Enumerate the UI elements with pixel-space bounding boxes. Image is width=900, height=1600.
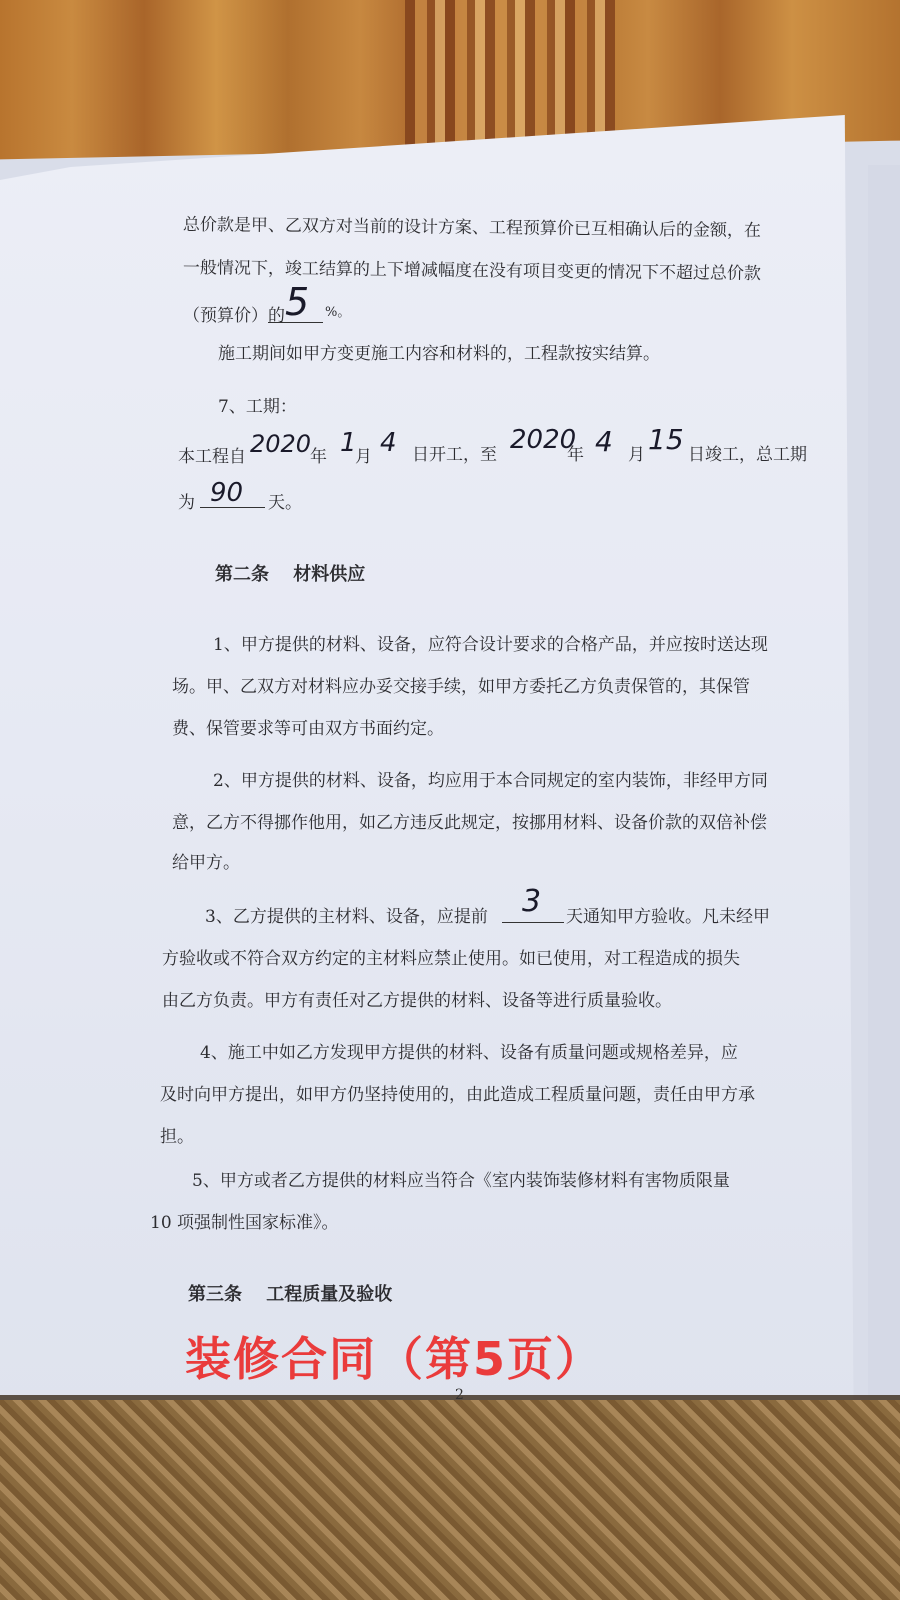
text-line: 日竣工，总工期 (688, 445, 807, 465)
page-number: 2 (455, 1387, 464, 1403)
text-line: 月 (355, 447, 372, 467)
section-heading: 第三条 工程质量及验收 (188, 1284, 393, 1305)
text-line: 1、甲方提供的材料、设备，应符合设计要求的合格产品，并应按时送达现 (213, 635, 768, 655)
handwritten-percent: 5 (285, 280, 310, 324)
handwritten-start-day: 4 (380, 428, 397, 458)
blank-line (200, 507, 265, 508)
contract-page (0, 115, 880, 1415)
text-line: 一般情况下，竣工结算的上下增减幅度在没有项目变更的情况下不超过总价款 (182, 257, 762, 285)
text-line: （预算价）的 (183, 306, 285, 326)
watermark-caption: 装修合同（第5页） (185, 1332, 604, 1386)
tablecloth-background (0, 1400, 900, 1600)
text-line: 5、甲方或者乙方提供的材料应当符合《室内装饰装修材料有害物质限量 (192, 1171, 730, 1191)
next-page-edge (868, 165, 900, 1415)
handwritten-end-day: 15 (648, 423, 684, 456)
text-line: 给甲方。 (172, 853, 240, 873)
text-line: 场。甲、乙双方对材料应办妥交接手续，如甲方委托乙方负责保管的，其保管 (172, 677, 750, 697)
text-line: 7、工期： (218, 397, 297, 417)
handwritten-notice-days: 3 (522, 884, 542, 919)
text-line: 10 项强制性国家标准》。 (150, 1213, 339, 1233)
handwritten-end-year: 2020 (510, 425, 577, 455)
text-line: 月 (628, 445, 645, 465)
text-line: 为 (178, 493, 195, 513)
handwritten-start-month: 1 (340, 428, 357, 458)
text-line: 担。 (160, 1127, 194, 1147)
text-line: 2、甲方提供的材料、设备，均应用于本合同规定的室内装饰，非经甲方同 (213, 771, 768, 791)
text-line: 天通知甲方验收。凡未经甲 (566, 907, 770, 927)
text-line: 3、乙方提供的主材料、设备，应提前 (205, 907, 488, 927)
section-heading: 第二条 材料供应 (215, 564, 366, 585)
handwritten-start-year: 2020 (250, 430, 312, 458)
text-line: 年 (310, 447, 327, 467)
handwritten-total-days: 90 (210, 478, 244, 508)
text-line: 4、施工中如乙方发现甲方提供的材料、设备有质量问题或规格差异，应 (200, 1043, 738, 1063)
text-line: 由乙方负责。甲方有责任对乙方提供的材料、设备等进行质量验收。 (162, 991, 672, 1011)
text-line: 及时向甲方提出，如甲方仍坚持使用的，由此造成工程质量问题，责任由甲方承 (160, 1085, 755, 1105)
text-line: 本工程自 (178, 447, 246, 467)
text-line: 天。 (268, 493, 302, 513)
text-line: 日开工，至 (412, 445, 497, 465)
blank-line (502, 922, 564, 923)
text-line: 费、保管要求等可由双方书面约定。 (172, 719, 444, 739)
text-line: 意，乙方不得挪作他用，如乙方违反此规定，按挪用材料、设备价款的双倍补偿 (172, 813, 767, 833)
text-line: 年 (567, 445, 584, 465)
text-line: 施工期间如甲方变更施工内容和材料的，工程款按实结算。 (218, 344, 660, 364)
text-line: 方验收或不符合双方约定的主材料应禁止使用。如已使用，对工程造成的损失 (162, 949, 740, 969)
handwritten-end-month: 4 (595, 425, 613, 458)
text-line: %。 (325, 305, 351, 320)
text-line: 总价款是甲、乙双方对当前的设计方案、工程预算价已互相确认后的金额，在 (182, 214, 762, 242)
